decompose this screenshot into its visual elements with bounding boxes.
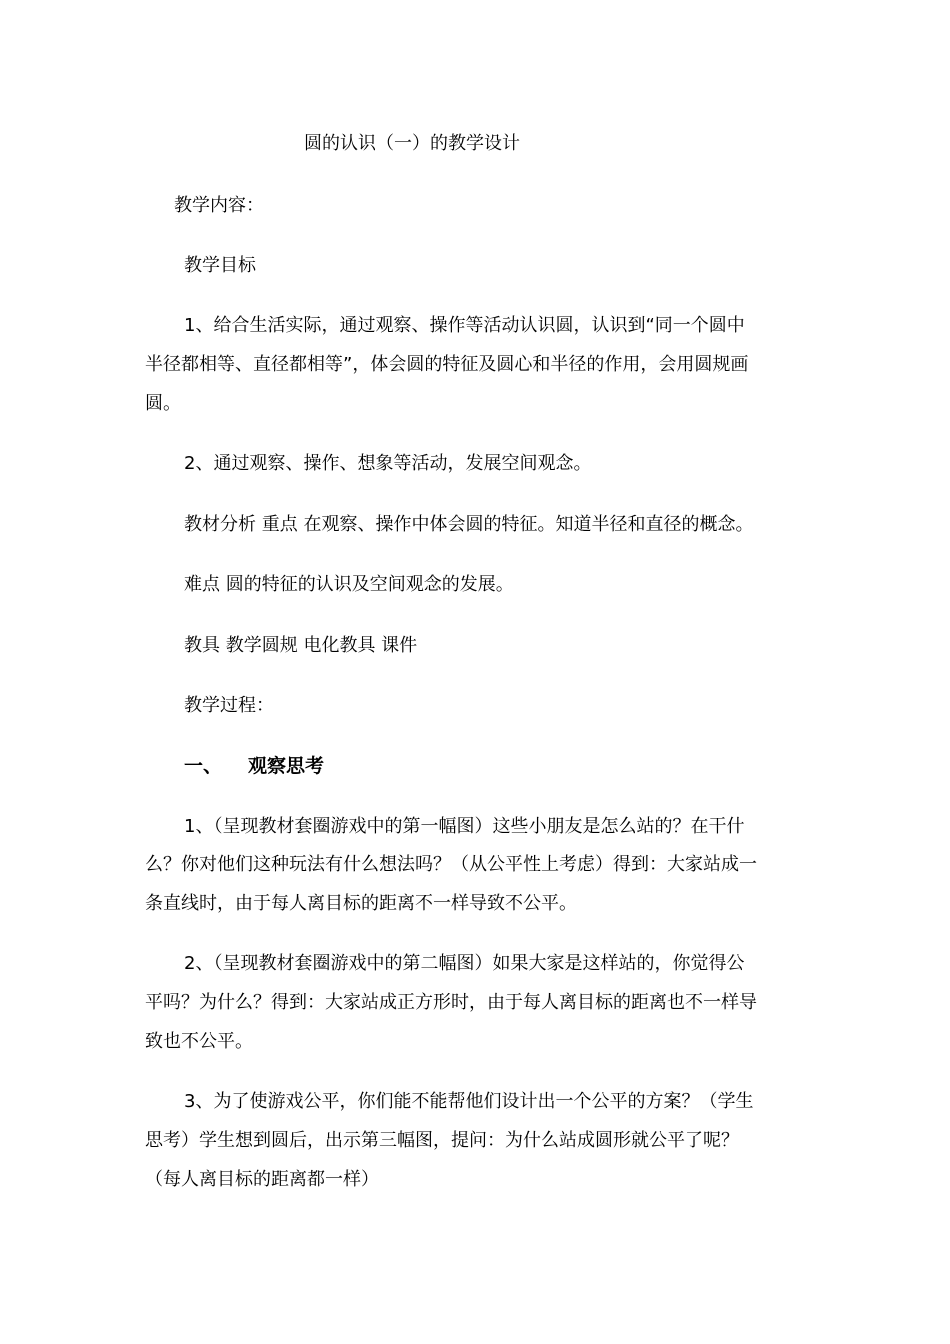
step-1-line-3: 条直线时，由于每人离目标的距离不一样导致不公平。: [145, 893, 577, 914]
objective-1-line-3: 圆。: [145, 393, 181, 414]
step-3-line-3: （每人离目标的距离都一样）: [145, 1169, 379, 1190]
section-1-title: 观察思考: [248, 755, 325, 777]
step-1-line-2: 么？你对他们这种玩法有什么想法吗？（从公平性上考虑）得到：大家站成一: [145, 854, 757, 875]
step-3-line-2: 思考）学生想到圆后，出示第三幅图，提问：为什么站成圆形就公平了呢？: [145, 1130, 739, 1151]
material-analysis: 教材分析 重点 在观察、操作中体会圆的特征。知道半径和直径的概念。: [184, 514, 754, 535]
section-1-heading: [184, 754, 324, 778]
step-3-line-1: 3、为了使游戏公平，你们能不能帮他们设计出一个公平的方案？（学生: [184, 1091, 754, 1112]
step-2-line-1: 2、（呈现教材套圈游戏中的第二幅图）如果大家是这样站的，你觉得公: [184, 953, 745, 974]
objective-1-line-1: 1、给合生活实际，通过观察、操作等活动认识圆，认识到“同一个圆中: [184, 315, 745, 336]
step-1-line-1: 1、（呈现教材套圈游戏中的第一幅图）这些小朋友是怎么站的？在干什: [184, 816, 745, 837]
process-label: 教学过程：: [184, 695, 274, 716]
objective-1-line-2: 半径都相等、直径都相等”，体会圆的特征及圆心和半径的作用，会用圆规画: [145, 354, 749, 375]
step-2-line-3: 致也不公平。: [145, 1031, 253, 1052]
content-label: 教学内容：: [174, 195, 264, 216]
difficulty-point: 难点 圆的特征的认识及空间观念的发展。: [184, 574, 514, 595]
step-2-line-2: 平吗？为什么？得到：大家站成正方形时，由于每人离目标的距离也不一样导: [145, 992, 757, 1013]
objective-2: 2、通过观察、操作、想象等活动，发展空间观念。: [184, 453, 592, 474]
document-title: 圆的认识（一）的教学设计: [304, 133, 520, 154]
section-1-number: 一、: [184, 755, 223, 777]
objectives-label: 教学目标: [184, 255, 256, 276]
teaching-tools: 教具 教学圆规 电化教具 课件: [184, 635, 418, 656]
